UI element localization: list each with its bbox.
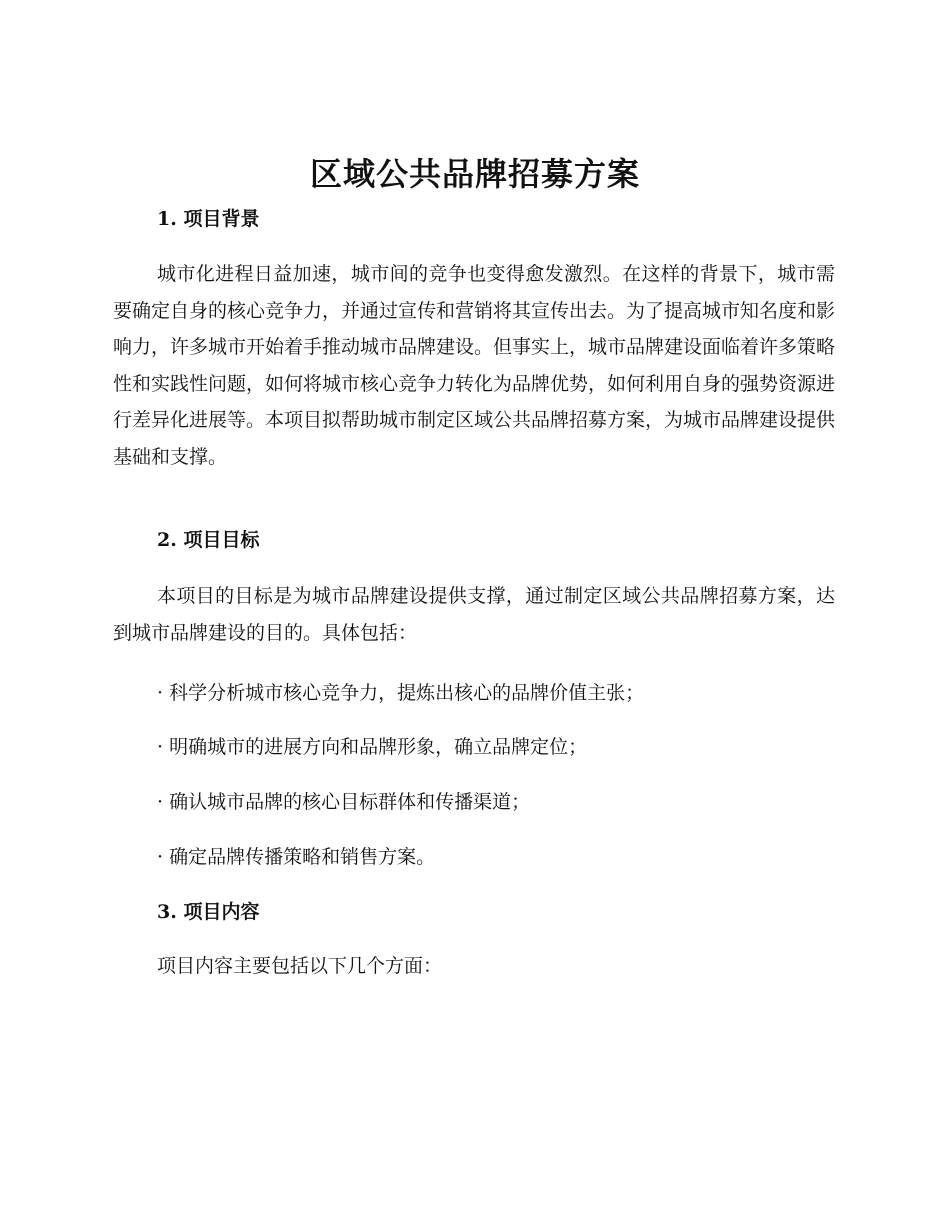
list-item: · 确认城市品牌的核心目标群体和传播渠道； — [157, 791, 531, 813]
section-heading-goals: 2. 项目目标 — [157, 529, 260, 551]
section-heading-content: 3. 项目内容 — [157, 901, 260, 923]
section-paragraph-content: 项目内容主要包括以下几个方面： — [157, 955, 443, 977]
section-paragraph-background: 城市化进程日益加速，城市间的竞争也变得愈发激烈。在这样的背景下，城市需要确定自身的核心竞争力，并通过宣传和营销将其宣传出去。为了提高城市知名度和影响力，许多城市开始着手推动城市品牌建设。但事实上，城市品牌建设面临着许多策略性和实践性问题，如何将城市核心竞争力转化为品牌优势，如何利用自身的强势资源进行差异化进展等。本项目拟帮助城市制定区域公共品牌招募方案，为城市品牌建设提供基础和支撑。 — [113, 263, 836, 468]
list-item: · 确定品牌传播策略和销售方案。 — [157, 846, 436, 868]
list-item: · 科学分析城市核心竞争力，提炼出核心的品牌价值主张； — [157, 682, 645, 704]
document-title: 区域公共品牌招募方案 — [309, 155, 640, 193]
section-paragraph-goals: 本项目的目标是为城市品牌建设提供支撑，通过制定区域公共品牌招募方案，达到城市品牌建设的目的。具体包括： — [113, 585, 835, 644]
section-heading-background: 1. 项目背景 — [157, 208, 260, 230]
list-item: · 明确城市的进展方向和品牌形象，确立品牌定位； — [157, 736, 588, 758]
